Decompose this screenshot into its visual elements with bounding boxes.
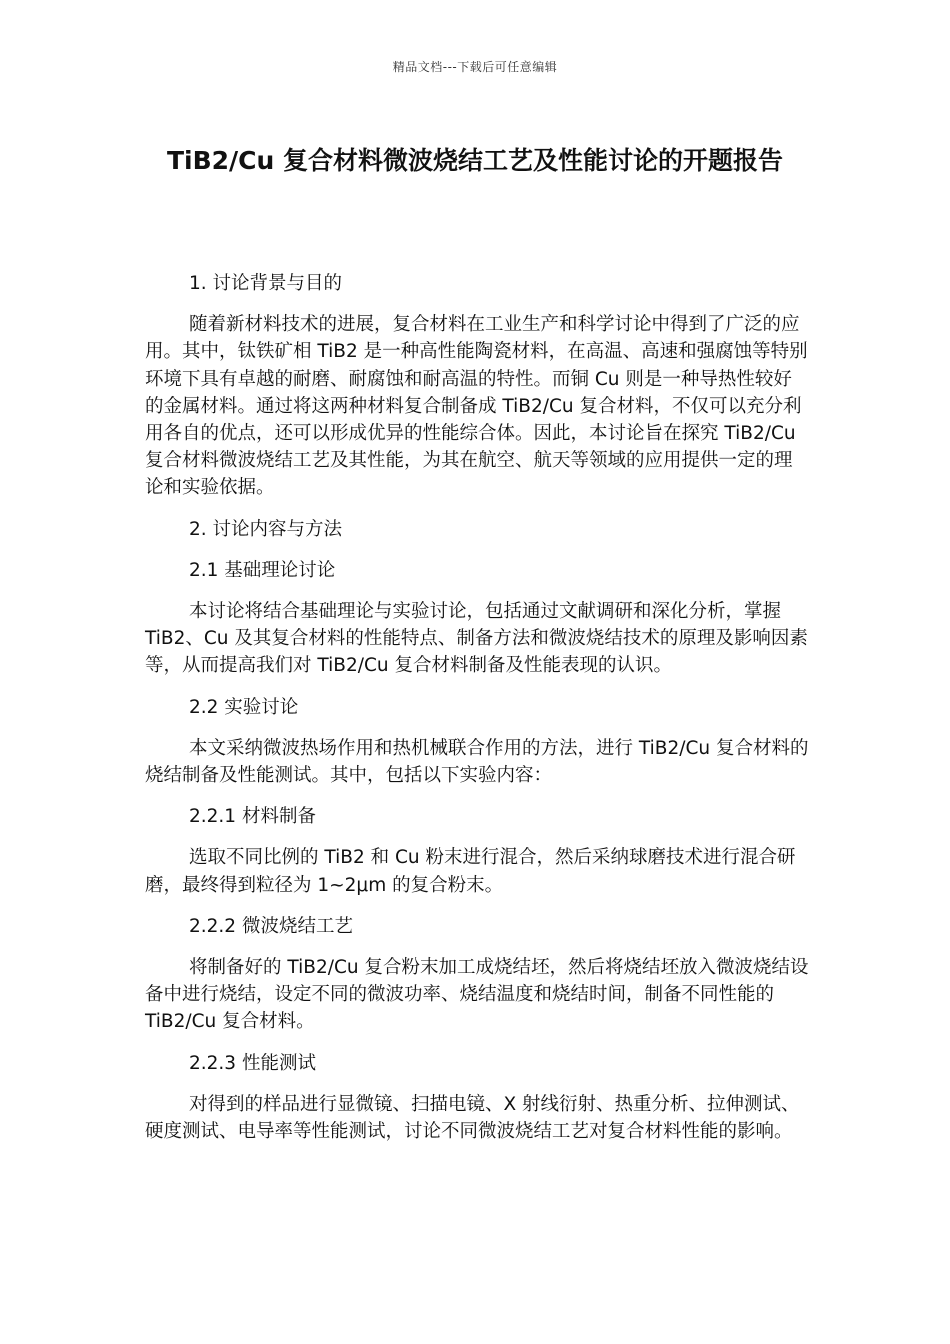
subsubsection-heading: 2.2.3 性能测试 (189, 1052, 316, 1074)
subsection-heading: 2.2 实验讨论 (189, 696, 299, 718)
document-title: TiB2/Cu 复合材料微波烧结工艺及性能讨论的开题报告 (166, 146, 784, 175)
paragraph: 对得到的样品进行显微镜、扫描电镜、X 射线衍射、热重分析、拉伸测试、硬度测试、电导率等性能测试，讨论不同微波烧结工艺对复合材料性能的影响。 (145, 1093, 800, 1143)
paragraph: 将制备好的 TiB2/Cu 复合粉末加工成烧结坯，然后将烧结坯放入微波烧结设备中进行烧结，设定不同的微波功率、烧结温度和烧结时间，制备不同性能的 TiB2/Cu 复合材料。 (145, 957, 809, 1033)
paragraph: 选取不同比例的 TiB2 和 Cu 粉末进行混合，然后采纳球磨技术进行混合研磨，最终得到粒径为 1~2μm 的复合粉末。 (145, 847, 796, 896)
paragraph: 随着新材料技术的进展，复合材料在工业生产和科学讨论中得到了广泛的应用。其中，钛铁矿相 TiB2 是一种高性能陶瓷材料，在高温、高速和强腐蚀等特别环境下具有卓越的耐磨、耐腐蚀和耐高温的特性。而铜 Cu 则是一种导热性较好的金属材料。通过将这两种材料复合制备成 TiB2/Cu 复合材料，不仅可以充分利用各自的优点，还可以形成优异的性能综合体。因此，本讨论旨在探究 TiB2/Cu 复合材料微波烧结工艺及其性能，为其在航空、航天等领域的应用提供一定的理论和实验依据。 (145, 314, 808, 499)
subsubsection-heading: 2.2.1 材料制备 (189, 806, 316, 828)
section-heading: 1. 讨论背景与目的 (189, 273, 343, 294)
document-body (145, 270, 810, 1159)
paragraph: 本讨论将结合基础理论与实验讨论，包括通过文献调研和深化分析，掌握 TiB2、Cu 及其复合材料的性能特点、制备方法和微波烧结技术的原理及影响因素等，从而提高我们对 TiB2/Cu 复合材料制备及性能表现的认识。 (145, 601, 808, 677)
section-heading: 2. 讨论内容与方法 (189, 518, 343, 540)
paragraph: 本文采纳微波热场作用和热机械联合作用的方法，进行 TiB2/Cu 复合材料的烧结制备及性能测试。其中，包括以下实验内容： (145, 737, 809, 787)
page-header: 精品文档---下载后可任意编辑 (392, 60, 558, 74)
subsection-heading: 2.1 基础理论讨论 (189, 559, 336, 581)
subsubsection-heading: 2.2.2 微波烧结工艺 (189, 915, 353, 937)
